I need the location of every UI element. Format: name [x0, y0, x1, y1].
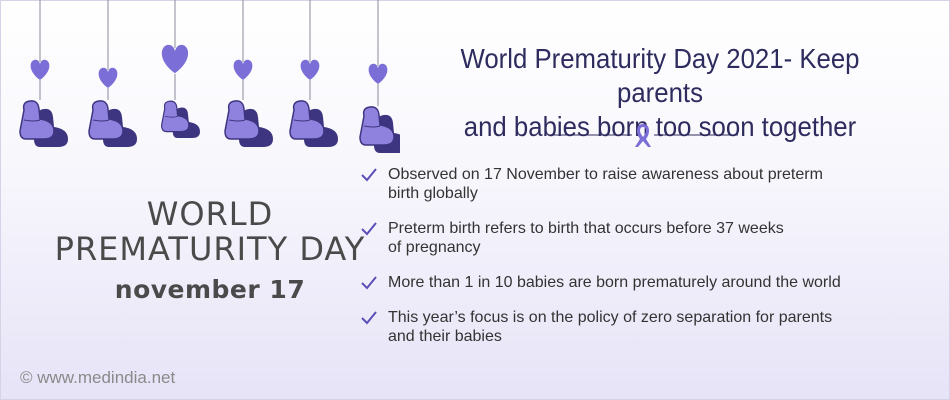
bullet-text-line1: Observed on 17 November to raise awareness about preterm — [388, 166, 823, 183]
heart-icon — [234, 60, 253, 80]
check-icon — [360, 167, 378, 183]
ornament-3 — [162, 0, 200, 138]
heart-icon — [31, 60, 50, 80]
bullet-text-line2: and their babies — [388, 328, 502, 345]
baby-booties-icon — [162, 101, 200, 138]
divider — [548, 122, 738, 148]
left-title-line1: WORLD — [146, 195, 274, 233]
heart-icon — [162, 45, 188, 73]
bullet-text-line1: This year’s focus is on the policy of zero separation for parents — [388, 309, 833, 326]
check-icon — [360, 310, 378, 326]
headline-line2: and babies born too soon together — [463, 111, 857, 142]
list-item — [360, 308, 940, 346]
list-item — [360, 165, 940, 203]
bullet-text-line2: birth globally — [388, 185, 478, 202]
headline-line1: World Prematurity Day 2021- Keep parents — [460, 43, 860, 108]
baby-booties-icon — [360, 107, 400, 153]
baby-booties-icon — [89, 101, 137, 147]
bullet-text-line1: More than 1 in 10 babies are born prematurely around the world — [388, 274, 841, 291]
ornament-5 — [290, 0, 338, 147]
ornament-1 — [20, 0, 68, 147]
check-icon — [360, 275, 378, 291]
bullet-list — [360, 165, 940, 362]
awareness-ribbon-icon — [635, 124, 651, 147]
bullet-text-line1: Preterm birth refers to birth that occurs before 37 weeks — [388, 220, 784, 237]
ornament-4 — [225, 0, 273, 147]
heart-icon — [369, 64, 388, 84]
copyright-text: © www.medindia.net — [20, 368, 176, 387]
baby-booties-icon — [225, 101, 273, 147]
bullet-text-line2: of pregnancy — [388, 239, 481, 256]
list-item — [360, 273, 940, 292]
check-icon — [360, 221, 378, 237]
left-title-line2: PREMATURITY DAY — [54, 230, 366, 268]
heart-icon — [99, 68, 118, 88]
baby-booties-icon — [290, 101, 338, 147]
hanging-ornaments — [0, 0, 400, 170]
list-item — [360, 219, 940, 257]
heart-icon — [301, 60, 320, 80]
ornament-2 — [89, 0, 137, 147]
baby-booties-icon — [20, 101, 68, 147]
ornament-6 — [360, 0, 400, 153]
left-title-date: november 17 — [114, 275, 306, 304]
